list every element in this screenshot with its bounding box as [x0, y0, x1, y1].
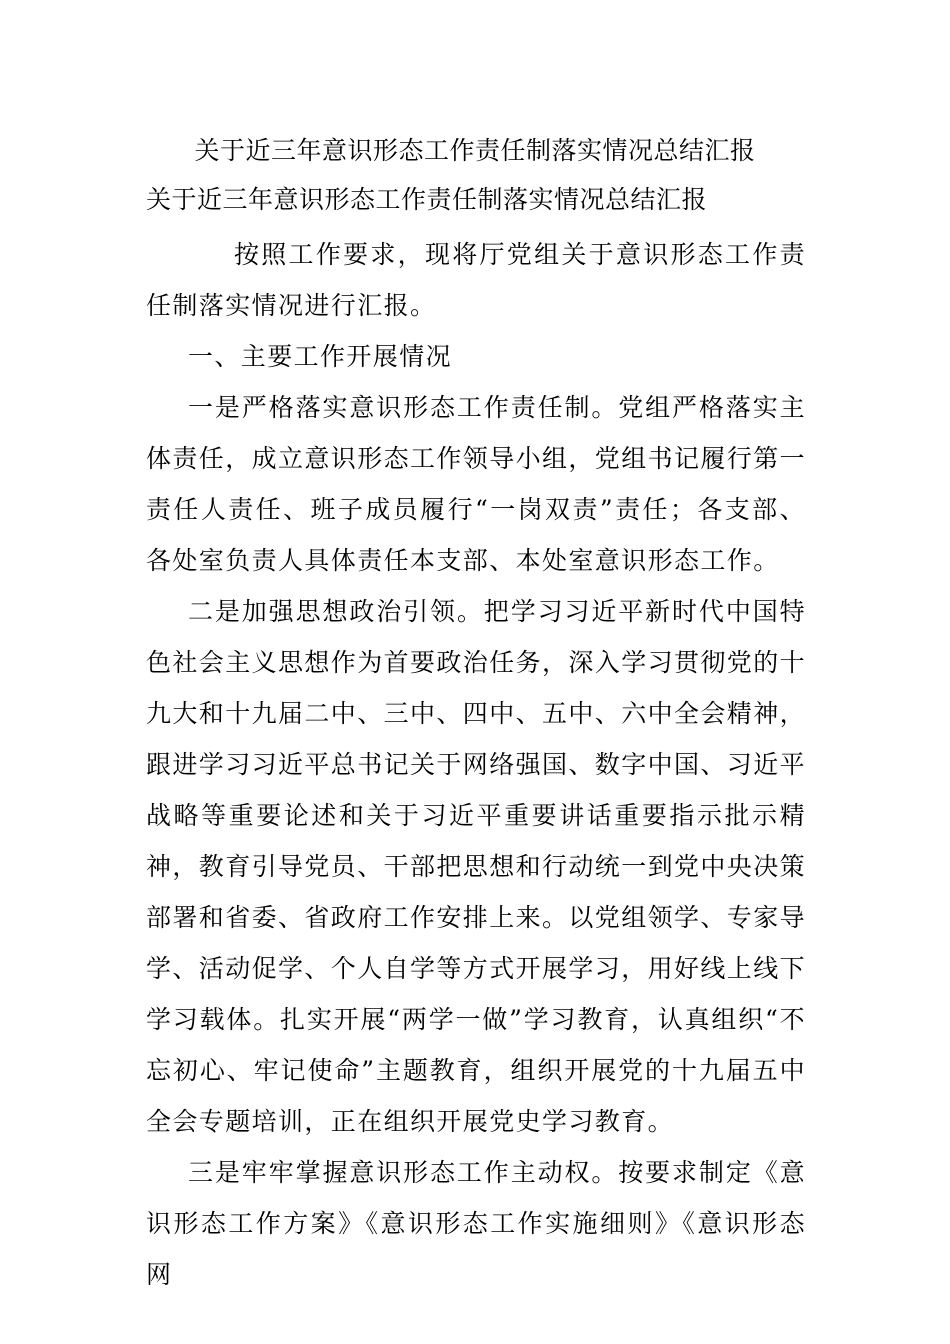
document-title-left: 关于近三年意识形态工作责任制落实情况总结汇报 [146, 185, 708, 214]
document-body [146, 229, 806, 1300]
paragraph-intro: 按照工作要求，现将厅党组关于意识形态工作责任制落实情况进行汇报。 [146, 240, 806, 320]
section-heading: 一、主要工作开展情况 [188, 342, 453, 371]
document-title-centered: 关于近三年意识形态工作责任制落实情况总结汇报 [194, 136, 756, 165]
paragraph-one: 一是严格落实意识形态工作责任制。党组严格落实主体责任，成立意识形态工作领导小组，党组书记履行第一责任人责任、班子成员履行“一岗双责”责任；各支部、各处室负责人具体责任本支部、本处室意识形态工作。 [146, 393, 807, 575]
paragraph-two: 二是加强思想政治引领。把学习习近平新时代中国特色社会主义思想作为首要政治任务，深入学习贯彻党的十九大和十九届二中、三中、四中、五中、六中全会精神，跟进学习习近平总书记关于网络强国、数字中国、习近平战略等重要论述和关于习近平重要讲话重要指示批示精神，教育引导党员、干部把思想和行动统一到党中央决策部署和省委、省政府工作安排上来。以党组领学、专家导学、活动促学、个人自学等方式开展学习，用好线上线下学习载体。扎实开展“两学一做”学习教育，认真组织“不忘初心、牢记使命”主题教育，组织开展党的十九届五中全会专题培训，正在组织开展党史学习教育。 [146, 597, 807, 1136]
paragraph-three: 三是牢牢掌握意识形态工作主动权。按要求制定《意识形态工作方案》《意识形态工作实施细则》《意识形态网 [146, 1158, 806, 1289]
